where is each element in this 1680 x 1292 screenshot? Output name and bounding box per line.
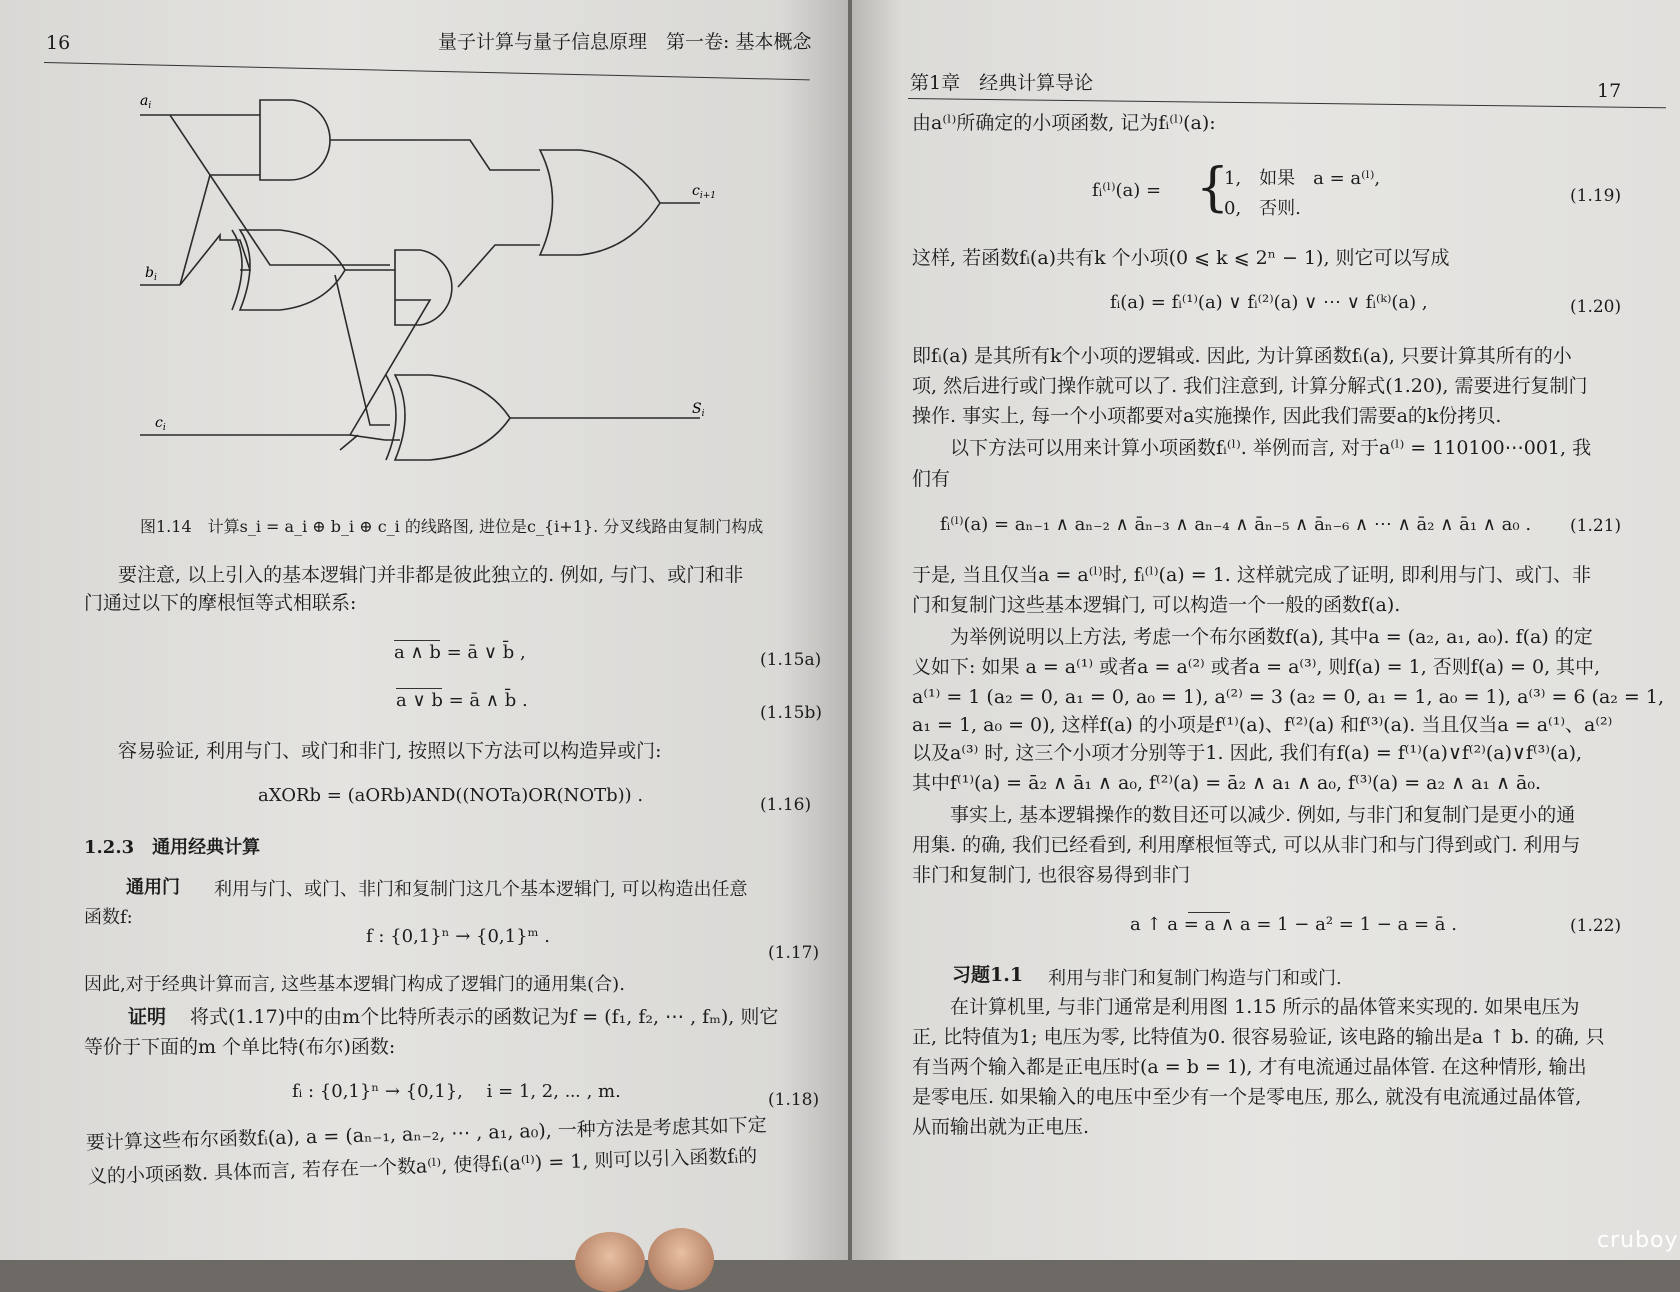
xor-gate-2: [395, 375, 510, 460]
wire-ci: [140, 300, 430, 435]
paragraph-line: 将式(1.17)中的由m个比特所表示的函数记为f = (f₁, f₂, ⋯ , fₘ), 则它: [190, 1006, 779, 1028]
paragraph-line: 义的小项函数. 具体而言, 若存在一个数a⁽ˡ⁾, 使得fᵢ(a⁽ˡ⁾) = 1, 则可以引入函数fᵢ的: [87, 1144, 758, 1188]
running-header-right: 第1章 经典计算导论: [910, 72, 1094, 94]
label-ai: $a_i$: [140, 95, 152, 111]
paragraph-line: 项, 然后进行或门操作就可以了. 我们注意到, 计算分解式(1.20), 需要进行复制门: [912, 375, 1588, 397]
paragraph-line: 义如下: 如果 a = a⁽¹⁾ 或者a = a⁽²⁾ 或者a = a⁽³⁾, 则f(a) = 1, 否则f(a) = 0, 其中,: [912, 656, 1601, 678]
running-header-left: 量子计算与量子信息原理 第一卷: 基本概念: [438, 31, 812, 53]
paragraph-line: 因此,对于经典计算而言, 这些基本逻辑门构成了逻辑门的通用集(合).: [84, 974, 625, 995]
overline-a-and-a: [1188, 912, 1230, 913]
paragraph-line: 以下方法可以用来计算小项函数fᵢ⁽ˡ⁾. 举例而言, 对于a⁽ˡ⁾ = 110100⋯001, 我: [950, 437, 1592, 459]
equation-1-15b: a ∨ b = ā ∧ b̄ .: [396, 690, 528, 711]
equation-1-19-case2: 0, 否则.: [1224, 198, 1301, 219]
equation-1-18: fᵢ : {0,1}ⁿ → {0,1}, i = 1, 2, ⋯ , m.: [292, 1081, 621, 1102]
wire-xor1-to-xor2: [335, 275, 390, 425]
watermark: cruboy: [1597, 1228, 1679, 1253]
overline-a-or-b: [396, 688, 442, 689]
paragraph-line: 是零电压. 如果输入的电压中至少有一个是零电压, 那么, 就没有电流通过晶体管,: [912, 1086, 1582, 1108]
header-rule-left: [44, 62, 810, 80]
paragraph-line: 门通过以下的摩根恒等式相联系:: [84, 592, 357, 614]
paragraph-line: 用集. 的确, 我们已经看到, 利用摩根恒等式, 可以从非门和与门得到或门. 利用与: [912, 834, 1581, 856]
paragraph-line: a₁ = 1, a₀ = 0), 这样f(a) 的小项是f⁽¹⁾(a)、f⁽²⁾(a) 和f⁽³⁾(a). 当且仅当a = a⁽¹⁾、a⁽²⁾: [912, 714, 1613, 736]
paragraph-line: 这样, 若函数fᵢ(a)共有k 个小项(0 ⩽ k ⩽ 2ⁿ − 1), 则它可以写成: [912, 247, 1450, 269]
equation-1-20: fᵢ(a) = fᵢ⁽¹⁾(a) ∨ fᵢ⁽²⁾(a) ∨ ⋯ ∨ fᵢ⁽ᵏ⁾(a) ,: [1110, 292, 1428, 313]
wire-and1-to-or: [330, 140, 540, 170]
paragraph-line: 门和复制门这些基本逻辑门, 可以构造一个一般的函数f(a).: [912, 594, 1401, 616]
eq-number: (1.21): [1570, 516, 1622, 536]
fingertip: [575, 1232, 645, 1292]
page-number-left: 16: [46, 32, 71, 54]
wire-ai-to-xor1: [140, 115, 390, 265]
proof-heading: 证明: [128, 1006, 167, 1028]
label-sum: $S_i$: [692, 401, 705, 419]
univ-heading: 通用门: [126, 877, 180, 898]
eq-number: (1.17): [768, 943, 820, 963]
wire-and2-to-or: [458, 245, 540, 287]
paragraph-line: 即fᵢ(a) 是其所有k个小项的逻辑或. 因此, 为计算函数fᵢ(a), 只要计算其所有的小: [912, 345, 1572, 367]
paragraph-line: 要注意, 以上引入的基本逻辑门并非都是彼此独立的. 例如, 与门、或门和非: [118, 564, 744, 586]
paragraph-line: 要计算这些布尔函数fᵢ(a), a = (aₙ₋₁, aₙ₋₂, ⋯ , a₁, a₀), 一种方法是考虑其如下定: [85, 1114, 768, 1154]
paragraph-line: 们有: [912, 468, 951, 490]
eq-number: (1.22): [1570, 916, 1622, 936]
eq-number: (1.16): [760, 795, 812, 815]
label-cout: $c_{i+1}$: [692, 183, 716, 201]
adder-circuit-figure: [140, 95, 740, 495]
equation-1-19-case1: 1, 如果 a = a⁽ˡ⁾,: [1224, 168, 1381, 189]
overline-a-and-b: [394, 640, 440, 641]
left-page: [0, 0, 848, 1260]
page-number-right: 17: [1597, 80, 1622, 102]
left-brace: {: [1196, 158, 1230, 218]
paragraph-line: 操作. 事实上, 每一个小项都要对a实施操作, 因此我们需要a的k份拷贝.: [912, 405, 1502, 427]
header-rule-right: [908, 98, 1666, 108]
paragraph-line: 容易验证, 利用与门、或门和非门, 按照以下方法可以构造异或门:: [118, 740, 662, 762]
and-gate-2: [395, 250, 452, 325]
equation-1-15a: a ∧ b = ā ∨ b̄ ,: [394, 642, 526, 663]
equation-1-19-lhs: fᵢ⁽ˡ⁾(a) =: [1092, 180, 1162, 201]
paragraph-line: a⁽¹⁾ = 1 (a₂ = 0, a₁ = 0, a₀ = 1), a⁽²⁾ = 3 (a₂ = 0, a₁ = 1, a₀ = 1), a⁽³⁾ = 6 (a₂ = 1,: [912, 686, 1665, 708]
or-gate: [540, 150, 660, 255]
paragraph-line: 利用与门、或门、非门和复制门这几个基本逻辑门, 可以构造出任意: [214, 879, 748, 900]
fingertip: [648, 1228, 714, 1290]
paragraph-line: 其中f⁽¹⁾(a) = ā₂ ∧ ā₁ ∧ a₀, f⁽²⁾(a) = ā₂ ∧ a₁ ∧ a₀, f⁽³⁾(a) = a₂ ∧ a₁ ∧ ā₀.: [912, 772, 1542, 794]
eq-number: (1.18): [768, 1090, 820, 1110]
label-bi: $b_i$: [145, 265, 157, 283]
paragraph-line: 等价于下面的m 个单比特(布尔)函数:: [84, 1036, 396, 1058]
right-page: [852, 0, 1680, 1260]
and-gate-1: [260, 100, 330, 180]
xor-gate-1: [240, 230, 345, 310]
equation-1-22: a ↑ a = a ∧ a = 1 − a² = 1 − a = ā .: [1130, 914, 1457, 935]
equation-1-16: aXORb = (aORb)AND((NOTa)OR(NOTb)) .: [258, 785, 644, 806]
eq-number: (1.15a): [760, 650, 822, 670]
eq-number: (1.20): [1570, 297, 1622, 317]
paragraph-line: 非门和复制门, 也很容易得到非门: [912, 864, 1191, 886]
equation-1-21: fᵢ⁽ˡ⁾(a) = aₙ₋₁ ∧ aₙ₋₂ ∧ āₙ₋₃ ∧ aₙ₋₄ ∧ āₙ₋₅ ∧ āₙ₋₆ ∧ ⋯ ∧ ā₂ ∧ ā₁ ∧ a₀ .: [940, 514, 1532, 535]
label-ci: $c_i$: [155, 415, 166, 433]
eq-number: (1.15b): [760, 703, 822, 723]
exercise-heading: 习题1.1: [952, 964, 1024, 986]
paragraph-line: 正, 比特值为1; 电压为零, 比特值为0. 很容易验证, 该电路的输出是a ↑ b. 的确, 只: [912, 1026, 1605, 1048]
paragraph-line: 以及a⁽³⁾ 时, 这三个小项才分别等于1. 因此, 我们有f(a) = f⁽¹⁾(a)∨f⁽²⁾(a)∨f⁽³⁾(a),: [912, 742, 1583, 764]
eq-number: (1.19): [1570, 186, 1622, 206]
paragraph-line: 由a⁽ˡ⁾所确定的小项函数, 记为fᵢ⁽ˡ⁾(a):: [912, 112, 1216, 134]
paragraph-line: 从而输出就为正电压.: [912, 1116, 1090, 1138]
paragraph-line: 为举例说明以上方法, 考虑一个布尔函数f(a), 其中a = (a₂, a₁, a₀). f(a) 的定: [950, 626, 1593, 648]
paragraph-line: 在计算机里, 与非门通常是利用图 1.15 所示的晶体管来实现的. 如果电压为: [950, 996, 1580, 1018]
paragraph-line: 于是, 当且仅当a = a⁽ˡ⁾时, fᵢ⁽ˡ⁾(a) = 1. 这样就完成了证明, 即利用与门、或门、非: [912, 564, 1591, 586]
section-heading: 1.2.3 通用经典计算: [84, 837, 261, 858]
exercise-text: 利用与非门和复制门构造与门和或门.: [1048, 968, 1342, 989]
figure-caption: 图1.14 计算s_i = a_i ⊕ b_i ⊕ c_i 的线路图, 进位是c_{i+1}. 分叉线路由复制门构成: [140, 517, 764, 536]
paragraph-line: 有当两个输入都是正电压时(a = b = 1), 才有电流通过晶体管. 在这种情形, 输出: [912, 1056, 1587, 1078]
paragraph-line: 函数f:: [84, 907, 133, 928]
paragraph-line: 事实上, 基本逻辑操作的数目还可以减少. 例如, 与非门和复制门是更小的通: [950, 804, 1576, 826]
equation-1-17: f : {0,1}ⁿ → {0,1}ᵐ .: [366, 926, 551, 947]
